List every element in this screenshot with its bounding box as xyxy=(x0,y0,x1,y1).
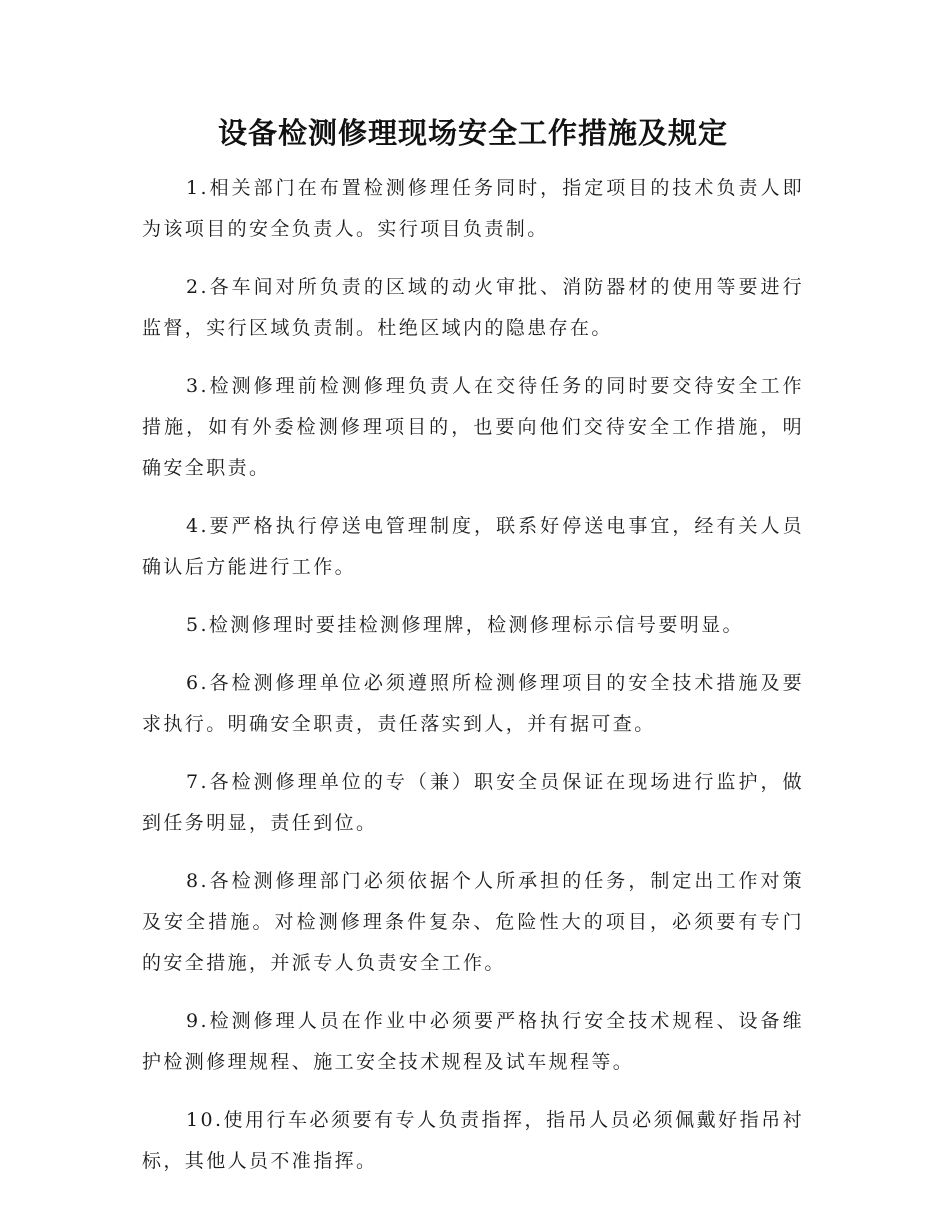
document-title: 设备检测修理现场安全工作措施及规定 xyxy=(217,116,728,150)
regulation-list xyxy=(142,168,804,1182)
regulation-item-7: 7.各检测修理单位的专（兼）职安全员保证在现场进行监护，做到任务明显，责任到位。 xyxy=(142,771,804,834)
regulation-item-4: 4.要严格执行停送电管理制度，联系好停送电事宜，经有关人员确认后方能进行工作。 xyxy=(142,515,804,578)
regulation-item-6: 6.各检测修理单位必须遵照所检测修理项目的安全技术措施及要求执行。明确安全职责，责任落实到人，并有据可查。 xyxy=(142,672,804,735)
regulation-item-9: 9.检测修理人员在作业中必须要严格执行安全技术规程、设备维护检测修理规程、施工安全技术规程及试车规程等。 xyxy=(142,1010,804,1073)
regulation-item-5: 5.检测修理时要挂检测修理牌，检测修理标示信号要明显。 xyxy=(186,614,744,636)
regulation-item-1: 1.相关部门在布置检测修理任务同时，指定项目的技术负责人即为该项目的安全负责人。实行项目负责制。 xyxy=(142,177,804,240)
regulation-item-10: 10.使用行车必须要有专人负责指挥，指吊人员必须佩戴好指吊衬标，其他人员不准指挥。 xyxy=(142,1109,804,1172)
regulation-item-2: 2.各车间对所负责的区域的动火审批、消防器材的使用等要进行监督，实行区域负责制。杜绝区域内的隐患存在。 xyxy=(142,276,804,339)
regulation-item-8: 8.各检测修理部门必须依据个人所承担的任务，制定出工作对策及安全措施。对检测修理条件复杂、危险性大的项目，必须要有专门的安全措施，并派专人负责安全工作。 xyxy=(142,870,804,974)
regulation-item-3: 3.检测修理前检测修理负责人在交待任务的同时要交待安全工作措施，如有外委检测修理项目的，也要向他们交待安全工作措施，明确安全职责。 xyxy=(142,375,804,479)
